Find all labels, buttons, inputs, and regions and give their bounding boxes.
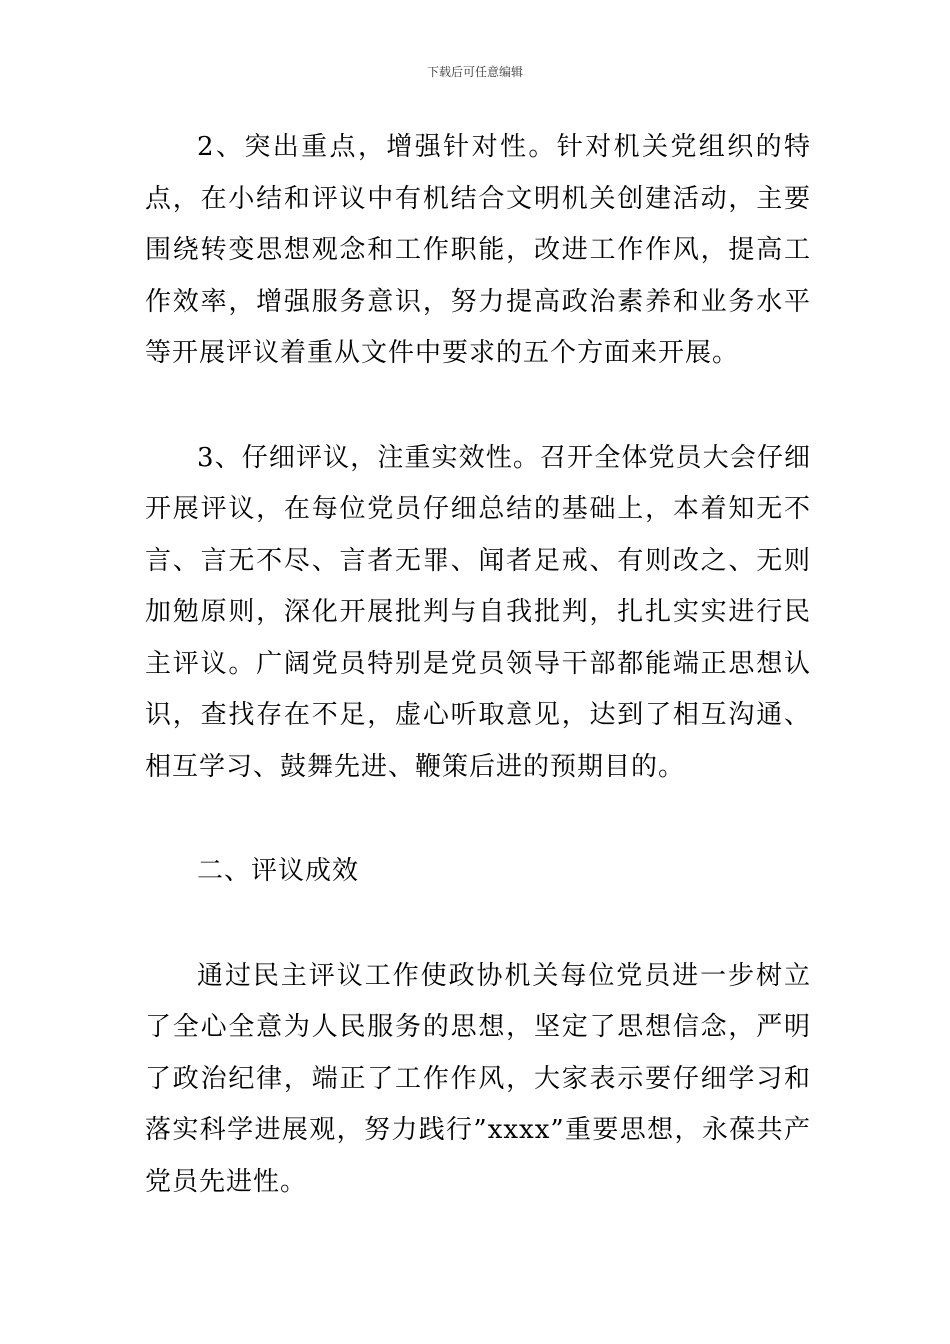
document-body [145,122,811,1208]
paragraph-careful-review: 3、仔细评议，注重实效性。召开全体党员大会仔细开展评议，在每位党员仔细总结的基础上，本着知无不言、言无不尽、言者无罪、闻者足戒、有则改之、无则加勉原则，深化开展批判与自我批判，扎扎实实进行民主评议。广阔党员特别是党员领导干部都能端正思想认识，查找存在不足，虚心听取意见，达到了相互沟通、相互学习、鼓舞先进、鞭策后进的预期目的。 [145,442,811,782]
paragraph-review-results: 通过民主评议工作使政协机关每位党员进一步树立了全心全意为人民服务的思想，坚定了思想信念，严明了政治纪律，端正了工作作风，大家表示要仔细学习和落实科学进展观，努力践行”xxxx”重要思想，永葆共产党员先进性。 [145,960,811,1197]
page-header: 下载后可任意编辑 [426,65,523,79]
section-heading-review-results: 二、评议成效 [197,856,360,886]
paragraph-highlight-focus: 2、突出重点，增强针对性。针对机关党组织的特点，在小结和评议中有机结合文明机关创建活动，主要围绕转变思想观念和工作职能，改进工作作风，提高工作效率，增强服务意识，努力提高政治素养和业务水平等开展评议着重从文件中要求的五个方面来开展。 [145,132,811,368]
